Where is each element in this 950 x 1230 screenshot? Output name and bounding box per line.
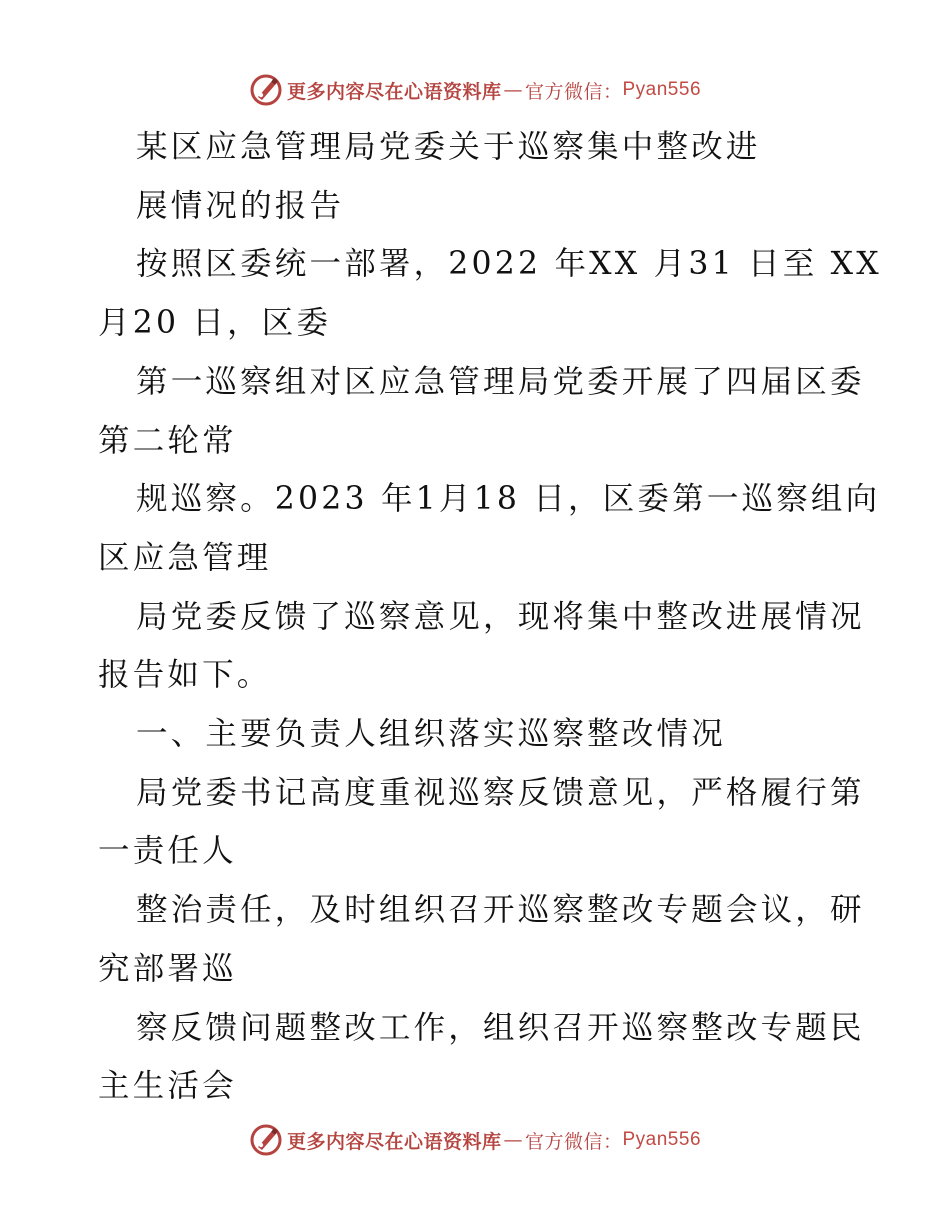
text-line: 报告如下。 xyxy=(98,657,272,694)
text-line: 局党委书记高度重视巡察反馈意见，严格履行第 xyxy=(136,774,865,811)
text-line: 第二轮常 xyxy=(98,422,237,459)
watermark-separator: — xyxy=(503,1129,523,1151)
watermark-site: 更多内容尽在心语资料库 xyxy=(286,80,502,103)
watermark-separator: — xyxy=(503,79,523,101)
watermark-wechat-id: Pyan556 xyxy=(622,79,702,100)
watermark-site: 更多内容尽在心语资料库 xyxy=(286,1130,502,1153)
text-line: 按照区委统一部署，2022 年XX 月31 日至 XX xyxy=(136,246,882,283)
watermark-official: 官方微信： xyxy=(524,1130,623,1153)
logo-icon xyxy=(249,73,283,107)
text-line: 究部署巡 xyxy=(98,950,237,987)
text-line: 区应急管理 xyxy=(98,539,272,576)
text-line: 察反馈问题整改工作，组织召开巡察整改专题民 xyxy=(136,1009,865,1046)
text-line: 整治责任，及时组织召开巡察整改专题会议，研 xyxy=(136,892,865,929)
text-line: 展情况的报告 xyxy=(136,187,345,224)
watermark-wechat-id: Pyan556 xyxy=(622,1129,702,1150)
text-line: 主生活会 xyxy=(98,1068,237,1105)
text-line: 局党委反馈了巡察意见，现将集中整改进展情况 xyxy=(136,598,865,635)
text-line: 某区应急管理局党委关于巡察集中整改进 xyxy=(136,129,761,165)
section-heading: 一、主要负责人组织落实巡察整改情况 xyxy=(136,716,726,753)
header-watermark xyxy=(0,70,950,110)
text-line: 一责任人 xyxy=(98,833,237,870)
text-line: 月20 日，区委 xyxy=(98,305,332,342)
watermark-official: 官方微信： xyxy=(524,80,623,103)
logo-icon xyxy=(249,1123,283,1157)
text-line: 规巡察。2023 年1月18 日，区委第一巡察组向 xyxy=(136,481,881,518)
text-line: 第一巡察组对区应急管理局党委开展了四届区委 xyxy=(136,363,865,400)
footer-watermark xyxy=(0,1120,950,1160)
document-body xyxy=(98,118,882,1116)
